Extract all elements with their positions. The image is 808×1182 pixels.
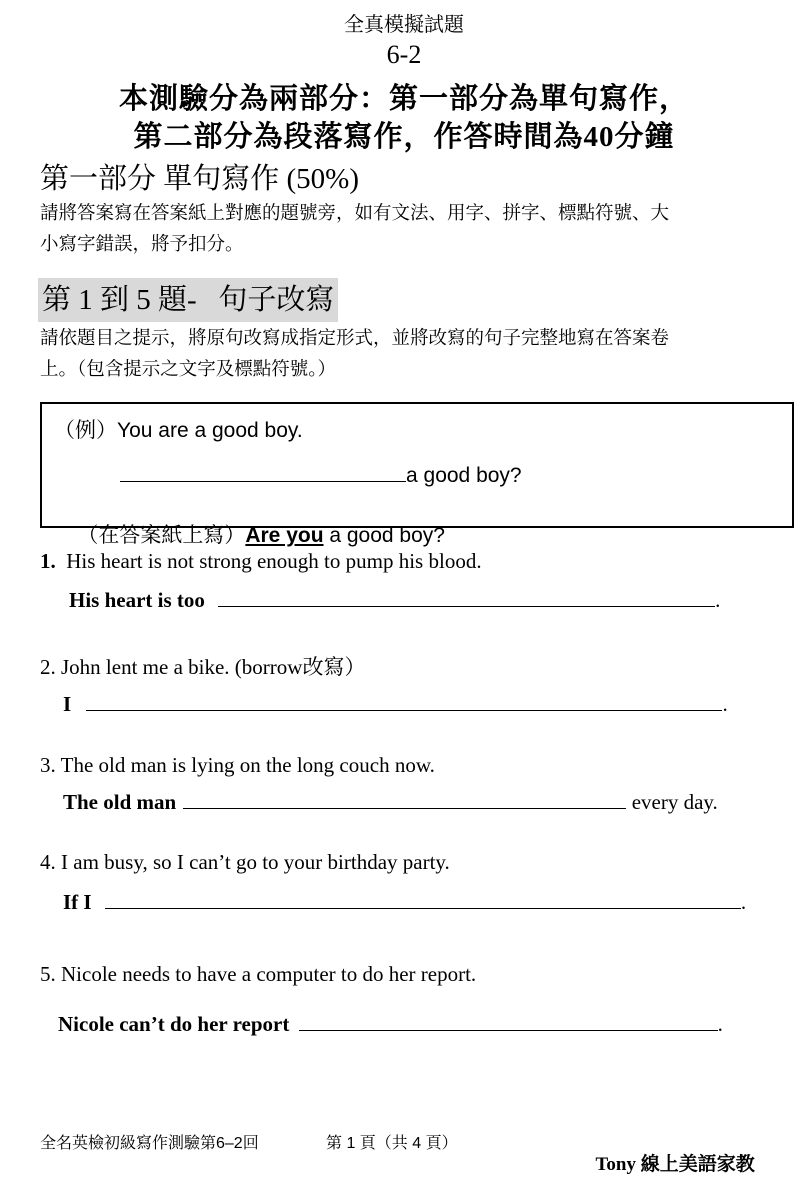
question-sentence: His heart is not strong enough to pump his blood. bbox=[66, 549, 482, 573]
question-1 bbox=[40, 549, 482, 574]
prompt-suffix: . bbox=[715, 588, 721, 613]
part1-instruction-1: 請將答案寫在答案紙上對應的題號旁，如有文法、用字、拼字、標點符號、大 bbox=[40, 204, 670, 224]
section-instruction-1: 請依題目之提示，將原句改寫成指定形式，並將改寫的句子完整地寫在答案卷 bbox=[40, 329, 670, 349]
question-3 bbox=[40, 753, 435, 778]
question-1-prompt bbox=[69, 584, 720, 613]
example-answer-label: （在答案紙上寫） bbox=[77, 524, 246, 547]
answer-blank bbox=[299, 1008, 718, 1031]
example-answer-blank bbox=[120, 459, 406, 482]
prompt-suffix: . bbox=[717, 1012, 723, 1037]
question-number: 1. bbox=[40, 549, 56, 573]
example-sentence-line bbox=[54, 414, 303, 444]
footer-page: 第 1 頁（共 4 頁） bbox=[326, 1135, 458, 1152]
question-2 bbox=[40, 651, 365, 681]
example-prompt-line bbox=[120, 459, 522, 488]
prompt-prefix: If I bbox=[63, 890, 92, 915]
question-sentence: Nicole needs to have a computer to do her report. bbox=[61, 962, 477, 986]
example-answer-bold: Are you bbox=[245, 524, 324, 547]
prompt-suffix: every day. bbox=[631, 790, 718, 815]
question-sentence: John lent me a bike. (borrow bbox=[61, 655, 303, 679]
intro-line-1: 本測驗分為兩部分：第一部分為單句寫作， bbox=[118, 83, 689, 115]
answer-blank bbox=[218, 584, 715, 607]
footer-brand: Tony bbox=[595, 1154, 636, 1175]
question-number: 3. bbox=[40, 753, 56, 777]
question-4-prompt bbox=[63, 886, 746, 915]
question-2-prompt bbox=[63, 688, 728, 717]
example-sentence: You are a good boy. bbox=[117, 419, 303, 442]
prompt-suffix: . bbox=[722, 692, 728, 717]
example-answer-rest: a good boy? bbox=[323, 524, 445, 547]
footer-left: 全名英檢初級寫作測驗第6–2回 bbox=[40, 1135, 259, 1152]
section-title: 第 1 到 5 題- 句子改寫 bbox=[38, 278, 338, 322]
intro-line-2: 第二部分為段落寫作，作答時間為40分鐘 bbox=[133, 121, 675, 153]
prompt-prefix: His heart is too bbox=[69, 588, 205, 613]
question-hint: 改寫） bbox=[302, 655, 366, 679]
question-sentence: The old man is lying on the long couch now. bbox=[60, 753, 435, 777]
answer-blank bbox=[183, 786, 626, 809]
prompt-suffix: . bbox=[740, 890, 747, 915]
part1-instruction-2: 小寫字錯誤，將予扣分。 bbox=[40, 235, 244, 255]
answer-blank bbox=[105, 886, 741, 909]
prompt-prefix: Nicole can’t do her report bbox=[58, 1012, 290, 1037]
footer-brand-rest: 線上美語家教 bbox=[636, 1154, 755, 1175]
question-5-prompt bbox=[58, 1008, 723, 1037]
question-5 bbox=[40, 962, 476, 987]
section-instruction-2: 上。（包含提示之文字及標點符號。） bbox=[40, 360, 337, 380]
question-number: 4. bbox=[40, 850, 56, 874]
part1-title: 第一部分 單句寫作 (50%) bbox=[40, 163, 359, 195]
footer-right bbox=[586, 1127, 755, 1176]
question-sentence: I am busy, so I can’t go to your birthday party. bbox=[61, 850, 450, 874]
question-3-prompt bbox=[63, 786, 718, 815]
prompt-prefix: I bbox=[63, 692, 72, 717]
prompt-prefix: The old man bbox=[63, 790, 177, 815]
test-number: 6-2 bbox=[386, 40, 422, 69]
example-label: （例） bbox=[54, 419, 117, 442]
question-4 bbox=[40, 850, 450, 875]
example-prompt-tail: a good boy? bbox=[406, 464, 522, 488]
example-box bbox=[40, 402, 794, 547]
question-number: 5. bbox=[40, 962, 56, 986]
answer-blank bbox=[86, 688, 722, 711]
question-number: 2. bbox=[40, 655, 56, 679]
page-header-title: 全真模擬試題 bbox=[344, 14, 464, 36]
